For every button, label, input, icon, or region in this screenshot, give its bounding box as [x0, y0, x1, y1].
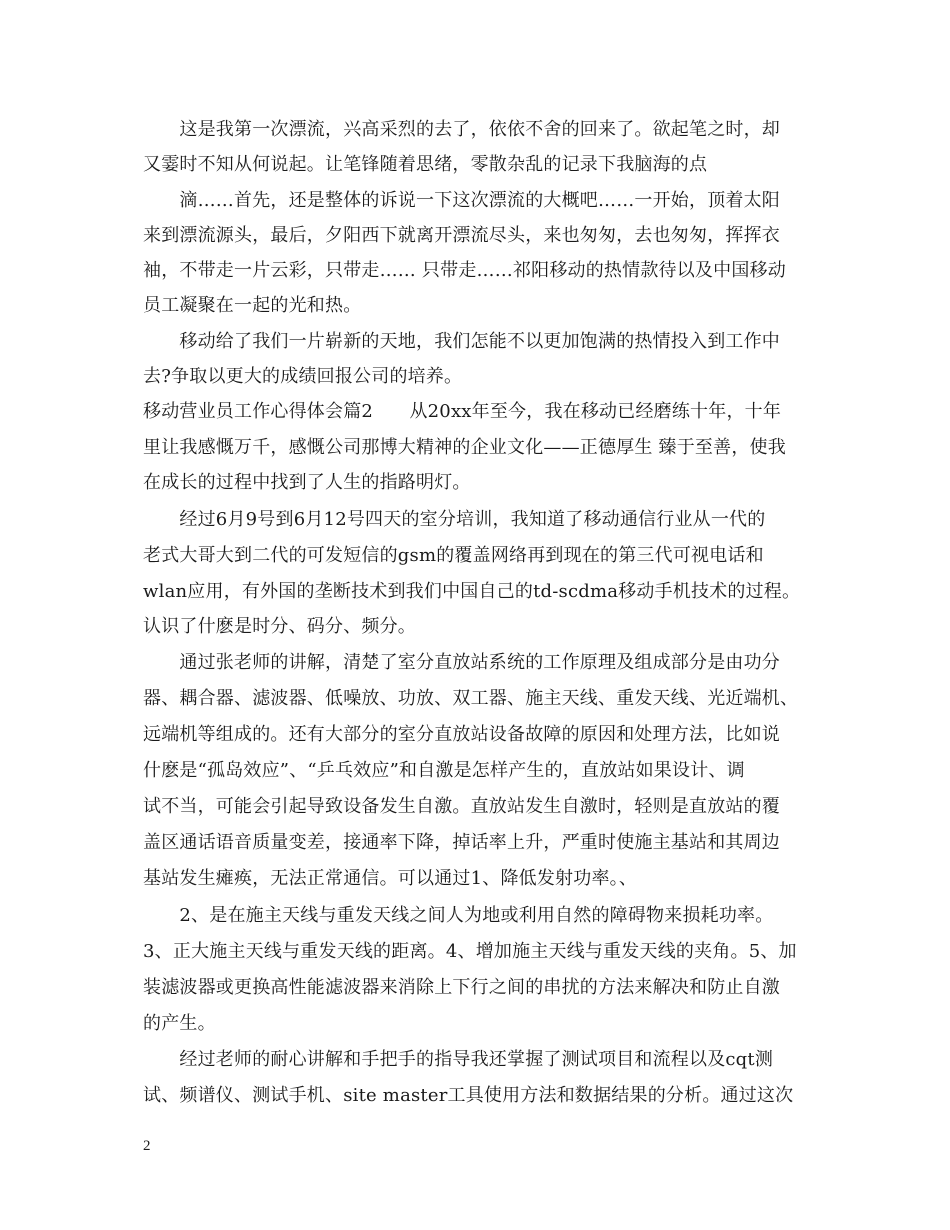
text-line: 基站发生瘫痪，无法正常通信。可以通过1、降低发射功率。、: [143, 868, 638, 889]
text-line: 装滤波器或更换高性能滤波器来消除上下行之间的串扰的方法来解决和防止自激: [143, 977, 780, 998]
text-line: 老式大哥大到二代的可发短信的gsm的覆盖网络再到现在的第三代可视电话和: [143, 545, 764, 566]
page-number: 2: [143, 1138, 151, 1154]
text-line: 盖区通话语音质量变差，接通率下降，掉话率上升，严重时使施主基站和其周边: [143, 832, 780, 853]
text-line: 袖，不带走一片云彩，只带走…… 只带走……祁阳移动的热情款待以及中国移动: [143, 260, 786, 281]
text-line: 的产生。: [143, 1013, 216, 1034]
text-line: 器、耦合器、滤波器、低噪放、功放、双工器、施主天线、重发天线、光近端机、: [143, 688, 799, 709]
text-line: 2、是在施主天线与重发天线之间人为地或利用自然的障碍物来损耗功率。: [143, 905, 774, 926]
text-line: 在成长的过程中找到了人生的指路明灯。: [143, 472, 471, 493]
text-line: 又霎时不知从何说起。让笔锋随着思绪，零散杂乱的记录下我脑海的点: [143, 154, 708, 175]
text-line: 滴……首先，还是整体的诉说一下这次漂流的大概吧……一开始，顶着太阳: [143, 190, 780, 211]
text-line: wlan应用，有外国的垄断技术到我们中国自己的td-scdma移动手机技术的过程。: [143, 581, 801, 602]
text-line: 这是我第一次漂流，兴高采烈的去了，依依不舍的回来了。欲起笔之时，却: [143, 119, 780, 140]
text-line: 试、频谱仪、测试手机、site master工具使用方法和数据结果的分析。通过这次: [143, 1085, 794, 1106]
text-line: 移动给了我们一片崭新的天地，我们怎能不以更加饱满的热情投入到工作中: [143, 331, 780, 352]
text-line: 移动营业员工作心得体会篇2 从20xx年至今，我在移动已经磨练十年，十年: [143, 401, 782, 422]
text-line: 远端机等组成的。还有大部分的室分直放站设备故障的原因和处理方法，比如说: [143, 724, 780, 745]
text-line: 员工凝聚在一起的光和热。: [143, 295, 362, 316]
text-line: 通过张老师的讲解，清楚了室分直放站系统的工作原理及组成部分是由功分: [143, 652, 780, 673]
text-line: 经过6月9号到6月12号四天的室分培训，我知道了移动通信行业从一代的: [143, 509, 766, 530]
text-line: 来到漂流源头，最后，夕阳西下就离开漂流尽头，来也匆匆，去也匆匆，挥挥衣: [143, 225, 780, 246]
text-line: 去?争取以更大的成绩回报公司的培养。: [143, 366, 463, 387]
text-line: 经过老师的耐心讲解和手把手的指导我还掌握了测试项目和流程以及cqt测: [143, 1049, 774, 1070]
text-line: 认识了什麽是时分、码分、频分。: [143, 616, 416, 637]
text-line: 里让我感慨万千，感慨公司那博大精神的企业文化——正德厚生 臻于至善，使我: [143, 437, 786, 458]
text-line: 什麽是“孤岛效应”、“乒乓效应”和自激是怎样产生的，直放站如果设计、调: [143, 760, 745, 781]
text-line: 试不当，可能会引起导致设备发生自激。直放站发生自激时，轻则是直放站的覆: [143, 796, 780, 817]
text-line: 3、正大施主天线与重发天线的距离。4、增加施主天线与重发天线的夹角。5、加: [143, 941, 797, 962]
